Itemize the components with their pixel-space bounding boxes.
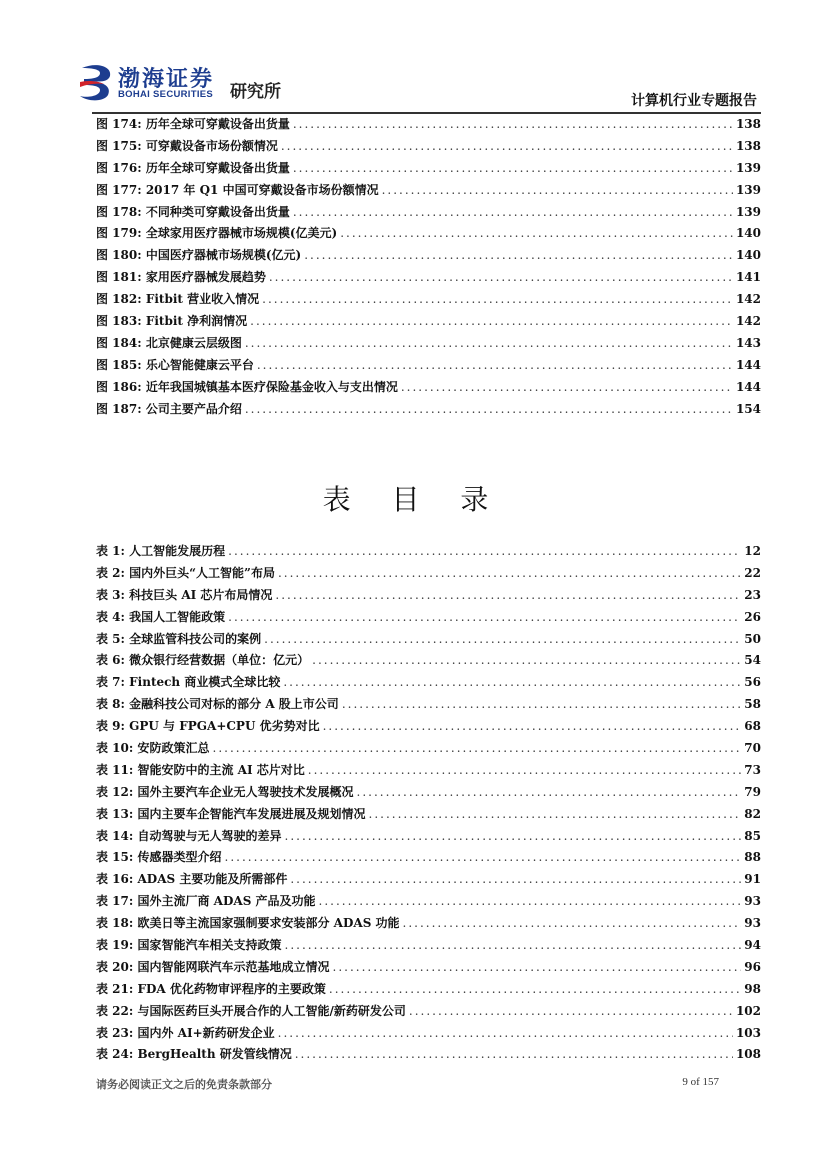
dot-leader xyxy=(285,829,742,843)
dot-leader xyxy=(308,763,742,777)
header-divider xyxy=(92,112,761,114)
figure-toc-entry[interactable] xyxy=(96,312,761,334)
tables-toc-list xyxy=(96,542,761,1067)
table-toc-entry-page: 58 xyxy=(744,697,761,712)
dot-leader xyxy=(401,380,733,394)
table-toc-entry-label: 表 11: 智能安防中的主流 AI 芯片对比 xyxy=(96,762,305,777)
dot-leader xyxy=(340,226,733,240)
figure-toc-entry-label: 图 178: 不同种类可穿戴设备出货量 xyxy=(96,204,290,219)
figure-toc-entry-page: 138 xyxy=(735,138,761,153)
dot-leader xyxy=(293,205,733,219)
table-toc-entry-label: 表 19: 国家智能汽车相关支持政策 xyxy=(96,938,282,953)
table-toc-entry-page: 68 xyxy=(744,719,761,734)
table-toc-entry-page: 88 xyxy=(744,850,761,865)
figure-toc-entry-label: 图 183: Fitbit 净利润情况 xyxy=(96,314,248,329)
dot-leader xyxy=(333,960,742,974)
dot-leader xyxy=(278,566,741,580)
footer-disclaimer: 请务必阅读正文之后的免责条款部分 xyxy=(96,1078,272,1091)
table-toc-entry-page: 70 xyxy=(744,741,761,756)
table-toc-entry-label: 表 5: 全球监管科技公司的案例 xyxy=(96,631,262,646)
table-toc-entry-label: 表 7: Fintech 商业模式全球比较 xyxy=(96,675,281,690)
table-toc-entry-page: 98 xyxy=(744,981,761,996)
table-toc-entry-page: 50 xyxy=(744,631,761,646)
dot-leader xyxy=(369,807,742,821)
dot-leader xyxy=(228,544,741,558)
dot-leader xyxy=(329,982,741,996)
table-toc-entry-page: 54 xyxy=(744,653,761,668)
table-toc-entry-label: 表 21: FDA 优化药物审评程序的主要政策 xyxy=(96,981,326,996)
dot-leader xyxy=(304,248,733,262)
table-toc-entry[interactable] xyxy=(96,717,761,739)
dot-leader xyxy=(228,610,741,624)
table-toc-entry[interactable] xyxy=(96,805,761,827)
figure-toc-entry-page: 139 xyxy=(735,160,761,175)
table-toc-entry-label: 表 20: 国内智能网联汽车示范基地成立情况 xyxy=(96,959,330,974)
figure-toc-entry[interactable] xyxy=(96,181,761,203)
figure-toc-entry[interactable] xyxy=(96,268,761,290)
figure-toc-entry[interactable] xyxy=(96,137,761,159)
dot-leader xyxy=(245,402,733,416)
figure-toc-entry[interactable] xyxy=(96,378,761,400)
figure-toc-entry-label: 图 187: 公司主要产品介绍 xyxy=(96,401,242,416)
table-toc-entry[interactable] xyxy=(96,848,761,870)
figure-toc-entry-page: 154 xyxy=(735,401,761,416)
table-toc-entry[interactable] xyxy=(96,586,761,608)
figure-toc-entry-page: 140 xyxy=(735,226,761,241)
figure-toc-entry-page: 142 xyxy=(735,314,761,329)
table-toc-entry-label: 表 3: 科技巨头 AI 芯片布局情况 xyxy=(96,587,273,602)
dot-leader xyxy=(225,850,742,864)
dot-leader xyxy=(269,270,733,284)
table-toc-entry-page: 85 xyxy=(744,828,761,843)
figure-toc-entry-label: 图 185: 乐心智能健康云平台 xyxy=(96,357,254,372)
table-toc-entry-label: 表 14: 自动驾驶与无人驾驶的差异 xyxy=(96,828,282,843)
report-type: 计算机行业专题报告 xyxy=(631,93,757,109)
figure-toc-entry-page: 139 xyxy=(735,204,761,219)
table-toc-entry[interactable] xyxy=(96,892,761,914)
dot-leader xyxy=(293,117,733,131)
figure-toc-entry[interactable] xyxy=(96,159,761,181)
table-toc-entry-label: 表 6: 微众银行经营数据（单位：亿元） xyxy=(96,653,310,668)
table-toc-entry-label: 表 24: BergHealth 研发管线情况 xyxy=(96,1047,292,1062)
table-toc-entry-page: 73 xyxy=(744,762,761,777)
table-toc-entry-page: 56 xyxy=(744,675,761,690)
figure-toc-entry-label: 图 179: 全球家用医疗器械市场规模(亿美元) xyxy=(96,226,338,241)
figures-toc-list xyxy=(96,115,761,421)
figure-toc-entry[interactable] xyxy=(96,400,761,422)
table-toc-entry[interactable] xyxy=(96,564,761,586)
dot-leader xyxy=(323,719,742,733)
table-toc-entry-page: 93 xyxy=(744,916,761,931)
table-toc-entry[interactable] xyxy=(96,958,761,980)
dot-leader xyxy=(295,1047,733,1061)
dot-leader xyxy=(342,697,741,711)
dot-leader xyxy=(213,741,742,755)
table-toc-entry[interactable] xyxy=(96,630,761,652)
bohai-securities-logo xyxy=(78,62,338,106)
table-toc-entry[interactable] xyxy=(96,914,761,936)
table-toc-entry[interactable] xyxy=(96,783,761,805)
table-toc-entry-page: 102 xyxy=(735,1003,761,1018)
dot-leader xyxy=(290,872,741,886)
tables-section-title: 表 目 录 xyxy=(322,483,505,516)
brand-name-en: BOHAI SECURITIES xyxy=(118,89,214,100)
table-toc-entry-page: 94 xyxy=(744,938,761,953)
dot-leader xyxy=(245,336,733,350)
table-toc-entry-label: 表 13: 国内主要车企智能汽车发展进展及规划情况 xyxy=(96,806,366,821)
table-toc-entry[interactable] xyxy=(96,1002,761,1024)
dot-leader xyxy=(409,1004,733,1018)
table-toc-entry-page: 22 xyxy=(744,565,761,580)
dot-leader xyxy=(262,292,733,306)
dot-leader xyxy=(250,314,733,328)
dot-leader xyxy=(293,161,733,175)
dot-leader xyxy=(283,675,741,689)
figure-toc-entry-label: 图 186: 近年我国城镇基本医疗保险基金收入与支出情况 xyxy=(96,379,398,394)
table-toc-entry-label: 表 16: ADAS 主要功能及所需部件 xyxy=(96,872,288,887)
table-toc-entry-page: 91 xyxy=(744,872,761,887)
table-toc-entry[interactable] xyxy=(96,695,761,717)
figure-toc-entry-label: 图 175: 可穿戴设备市场份额情况 xyxy=(96,138,278,153)
brand-name-cn: 渤海证券 xyxy=(118,66,215,92)
table-toc-entry-label: 表 9: GPU 与 FPGA+CPU 优劣势对比 xyxy=(96,719,320,734)
figure-toc-entry-page: 143 xyxy=(735,335,761,350)
footer-page-number: 9 of 157 xyxy=(682,1076,719,1088)
table-toc-entry[interactable] xyxy=(96,827,761,849)
table-toc-entry-page: 26 xyxy=(744,609,761,624)
table-toc-entry-label: 表 4: 我国人工智能政策 xyxy=(96,609,226,624)
table-toc-entry-label: 表 10: 安防政策汇总 xyxy=(96,741,210,756)
figure-toc-entry-page: 141 xyxy=(735,270,761,285)
dot-leader xyxy=(285,938,742,952)
table-toc-entry-page: 103 xyxy=(735,1025,761,1040)
table-toc-entry-page: 108 xyxy=(735,1047,761,1062)
dot-leader xyxy=(382,183,733,197)
table-toc-entry-label: 表 17: 国外主流厂商 ADAS 产品及功能 xyxy=(96,894,316,909)
dot-leader xyxy=(275,588,741,602)
page-header xyxy=(0,0,827,112)
figure-toc-entry-page: 138 xyxy=(735,117,761,131)
table-toc-entry-label: 表 12: 国外主要汽车企业无人驾驶技术发展概况 xyxy=(96,784,354,799)
table-toc-entry[interactable] xyxy=(96,651,761,673)
table-toc-entry-label: 表 22: 与国际医药巨头开展合作的人工智能/新药研发公司 xyxy=(96,1003,406,1018)
dot-leader xyxy=(281,139,733,153)
dot-leader xyxy=(319,894,742,908)
dot-leader xyxy=(357,785,742,799)
figure-toc-entry[interactable] xyxy=(96,334,761,356)
figure-toc-entry-page: 139 xyxy=(735,182,761,197)
dot-leader xyxy=(264,632,741,646)
table-toc-entry-label: 表 8: 金融科技公司对标的部分 A 股上市公司 xyxy=(96,697,339,712)
dot-leader xyxy=(257,358,733,372)
table-toc-entry[interactable] xyxy=(96,1045,761,1067)
table-toc-entry[interactable] xyxy=(96,1024,761,1046)
figure-toc-entry-page: 144 xyxy=(735,379,761,394)
table-toc-entry[interactable] xyxy=(96,608,761,630)
figure-toc-entry-label: 图 177: 2017 年 Q1 中国可穿戴设备市场份额情况 xyxy=(96,182,379,197)
table-toc-entry-page: 12 xyxy=(744,544,761,558)
figure-toc-entry-label: 图 176: 历年全球可穿戴设备出货量 xyxy=(96,160,290,175)
figure-toc-entry-label: 图 184: 北京健康云层级图 xyxy=(96,335,242,350)
table-toc-entry-page: 96 xyxy=(744,959,761,974)
dot-leader xyxy=(403,916,742,930)
figure-toc-entry[interactable] xyxy=(96,115,761,137)
table-toc-entry-label: 表 15: 传感器类型介绍 xyxy=(96,850,222,865)
table-toc-entry-label: 表 23: 国内外 AI+新药研发企业 xyxy=(96,1025,275,1040)
table-toc-entry[interactable] xyxy=(96,761,761,783)
figure-toc-entry[interactable] xyxy=(96,203,761,225)
table-toc-entry[interactable] xyxy=(96,936,761,958)
table-toc-entry-page: 82 xyxy=(744,806,761,821)
institute-name: 研究所 xyxy=(230,82,281,102)
table-toc-entry-label: 表 2: 国内外巨头“人工智能”布局 xyxy=(96,565,275,580)
figure-toc-entry[interactable] xyxy=(96,290,761,312)
figure-toc-entry[interactable] xyxy=(96,356,761,378)
table-toc-entry[interactable] xyxy=(96,739,761,761)
figure-toc-entry-label: 图 182: Fitbit 营业收入情况 xyxy=(96,292,260,307)
figure-toc-entry-label: 图 174: 历年全球可穿戴设备出货量 xyxy=(96,117,290,131)
table-toc-entry-page: 79 xyxy=(744,784,761,799)
bohai-logo-icon xyxy=(78,62,116,102)
table-toc-entry-label: 表 18: 欧美日等主流国家强制要求安装部分 ADAS 功能 xyxy=(96,916,400,931)
figure-toc-entry-label: 图 181: 家用医疗器械发展趋势 xyxy=(96,270,266,285)
table-toc-entry-page: 93 xyxy=(744,894,761,909)
table-toc-entry[interactable] xyxy=(96,980,761,1002)
table-toc-entry-page: 23 xyxy=(744,587,761,602)
table-toc-entry[interactable] xyxy=(96,870,761,892)
figure-toc-entry[interactable] xyxy=(96,246,761,268)
table-toc-entry-label: 表 1: 人工智能发展历程 xyxy=(96,544,226,558)
figure-toc-entry[interactable] xyxy=(96,224,761,246)
table-toc-entry[interactable] xyxy=(96,673,761,695)
dot-leader xyxy=(312,653,741,667)
dot-leader xyxy=(278,1026,733,1040)
figure-toc-entry-label: 图 180: 中国医疗器械市场规模(亿元) xyxy=(96,248,302,263)
figure-toc-entry-page: 144 xyxy=(735,357,761,372)
figure-toc-entry-page: 142 xyxy=(735,292,761,307)
table-toc-entry[interactable] xyxy=(96,542,761,564)
figure-toc-entry-page: 140 xyxy=(735,248,761,263)
